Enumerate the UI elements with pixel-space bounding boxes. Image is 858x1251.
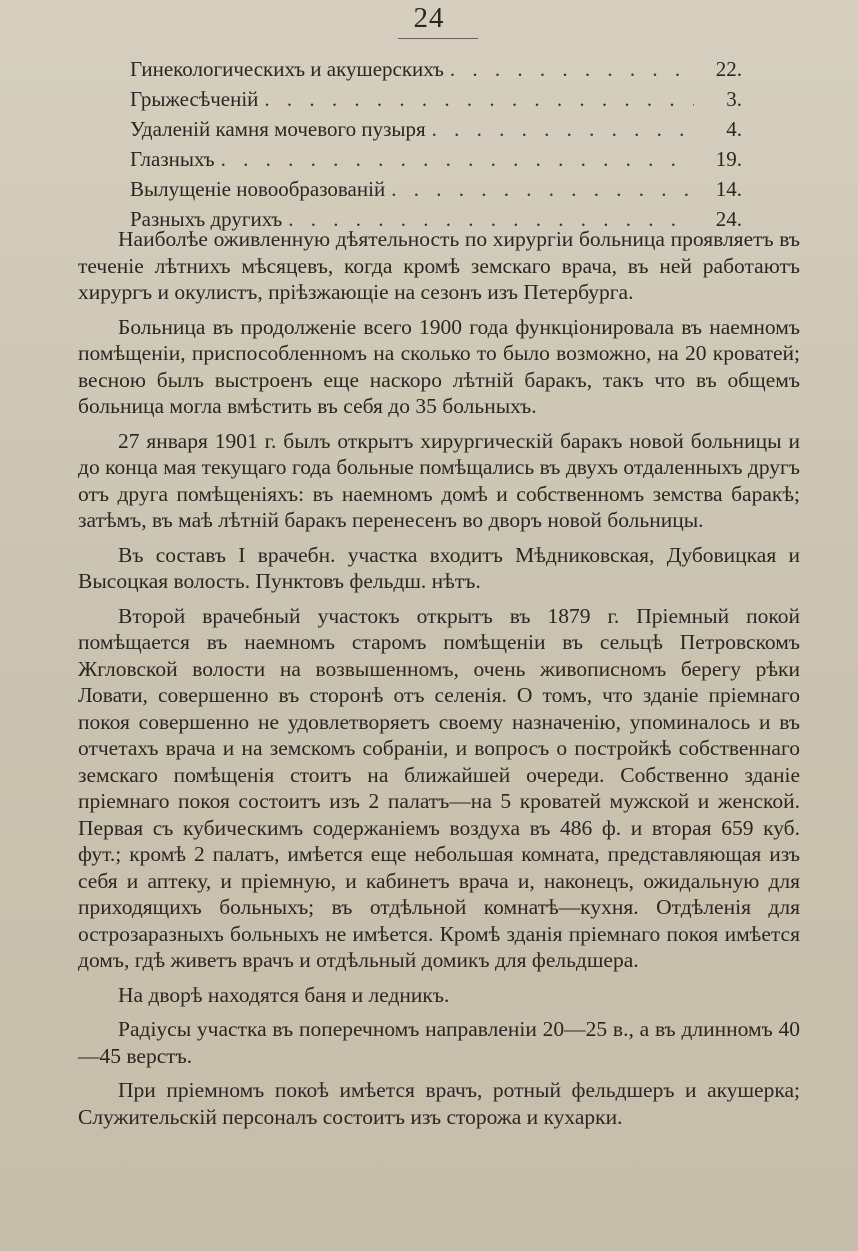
- leader-dots: [221, 144, 694, 174]
- paragraph: Больница въ продолженіе всего 1900 года функціонировала въ наемномъ помѣщеніи, приспособленномъ на сколько то было возможно, на 20 кроватей; весною былъ выстроенъ еще наскоро лѣтній баракъ, такъ что въ общемъ больница могла вмѣстить въ себя до 35 больныхъ.: [78, 314, 800, 418]
- leader-dots: [264, 84, 694, 114]
- stat-row: [130, 114, 742, 144]
- stat-label: Удаленій камня мочевого пузыря: [130, 117, 426, 141]
- stat-value: 4.: [726, 117, 742, 141]
- paragraph: При пріемномъ покоѣ имѣется врачъ, ротный фельдшеръ и акушерка; Служительскій персоналъ состоитъ изъ сторожа и кухарки.: [78, 1078, 800, 1129]
- stat-label: Грыжесѣченій: [130, 87, 259, 111]
- stat-row: [130, 84, 742, 114]
- stat-row: [130, 54, 742, 84]
- stat-value: 3.: [726, 87, 742, 111]
- stat-value: 24.: [715, 207, 742, 231]
- stat-label: Разныхъ другихъ: [130, 207, 283, 231]
- paragraph: 27 января 1901 г. былъ открытъ хирургическій баракъ новой больницы и до конца мая текущаго года больные помѣщались въ двухъ отдаленныхъ другъ отъ друга помѣщеніяхъ: въ наемномъ домѣ и собственномъ земства баракѣ; затѣмъ, въ маѣ лѣтній баракъ перенесенъ во дворъ новой больницы.: [78, 428, 800, 532]
- operations-list: [130, 54, 742, 234]
- stat-label: Глазныхъ: [130, 147, 215, 171]
- leader-dots: [450, 54, 694, 84]
- stat-row: [130, 174, 742, 204]
- stat-value: 14.: [715, 177, 742, 201]
- stat-row: [130, 144, 742, 174]
- leader-dots: [432, 114, 694, 144]
- stat-value: 22.: [715, 57, 742, 81]
- stat-label: Гинекологическихъ и акушерскихъ: [130, 57, 444, 81]
- paragraph: Второй врачебный участокъ открытъ въ 1879 г. Пріемный покой помѣщается въ наемномъ старомъ помѣщеніи въ сельцѣ Петровскомъ Жгловской волости на возвышенномъ, очень живописномъ берегу рѣки Ловати, совершенно въ сторонѣ отъ селенія. О томъ, что зданіе пріемнаго покоя совершенно не удовлетворяетъ своему назначенію, упоминалось и въ отчетахъ врача и на земскомъ собраніи, и вопросъ о постройкѣ собственнаго земскаго помѣщенія стоитъ на ближайшей очереди. Собственно зданіе пріемнаго покоя состоитъ изъ 2 палатъ—на 5 кроватей мужской и женской. Первая съ кубическимъ содержаніемъ воздуха въ 486 ф. и вторая 659 куб. фут.; кромѣ 2 палатъ, имѣется еще небольшая комната, представляющая изъ себя и аптеку, и пріемную, и кабинетъ врача и, наконецъ, ожидальную для приходящихъ больныхъ; въ отдѣльной комнатѣ—кухня. Отдѣленія для острозаразныхъ больныхъ не имѣется. Кромѣ зданія пріемнаго покоя имѣется домъ, гдѣ живетъ врачъ и отдѣльный домикъ для фельдшера.: [78, 603, 800, 972]
- header-rule: [398, 38, 478, 39]
- paragraph: Въ составъ I врачебн. участка входитъ Мѣдниковская, Дубовицкая и Высоцкая волость. Пунктовъ фельдш. нѣтъ.: [78, 542, 800, 593]
- stat-value: 19.: [715, 147, 742, 171]
- page-number: 24: [413, 2, 445, 34]
- body-text: [78, 226, 800, 1138]
- leader-dots: [391, 174, 694, 204]
- paragraph: На дворѣ находятся баня и ледникъ.: [118, 982, 450, 1007]
- paragraph: Наиболѣе оживленную дѣятельность по хирургіи больница проявляетъ въ теченіе лѣтнихъ мѣсяцевъ, когда кромѣ земскаго врача, въ ней работаютъ хирургъ и окулистъ, пріѣзжающіе на сезонъ изъ Петербурга.: [78, 227, 800, 304]
- stat-label: Вылущеніе новообразованій: [130, 177, 386, 201]
- paragraph: Радіусы участка въ поперечномъ направленіи 20—25 в., а въ длинномъ 40—45 верстъ.: [78, 1017, 800, 1068]
